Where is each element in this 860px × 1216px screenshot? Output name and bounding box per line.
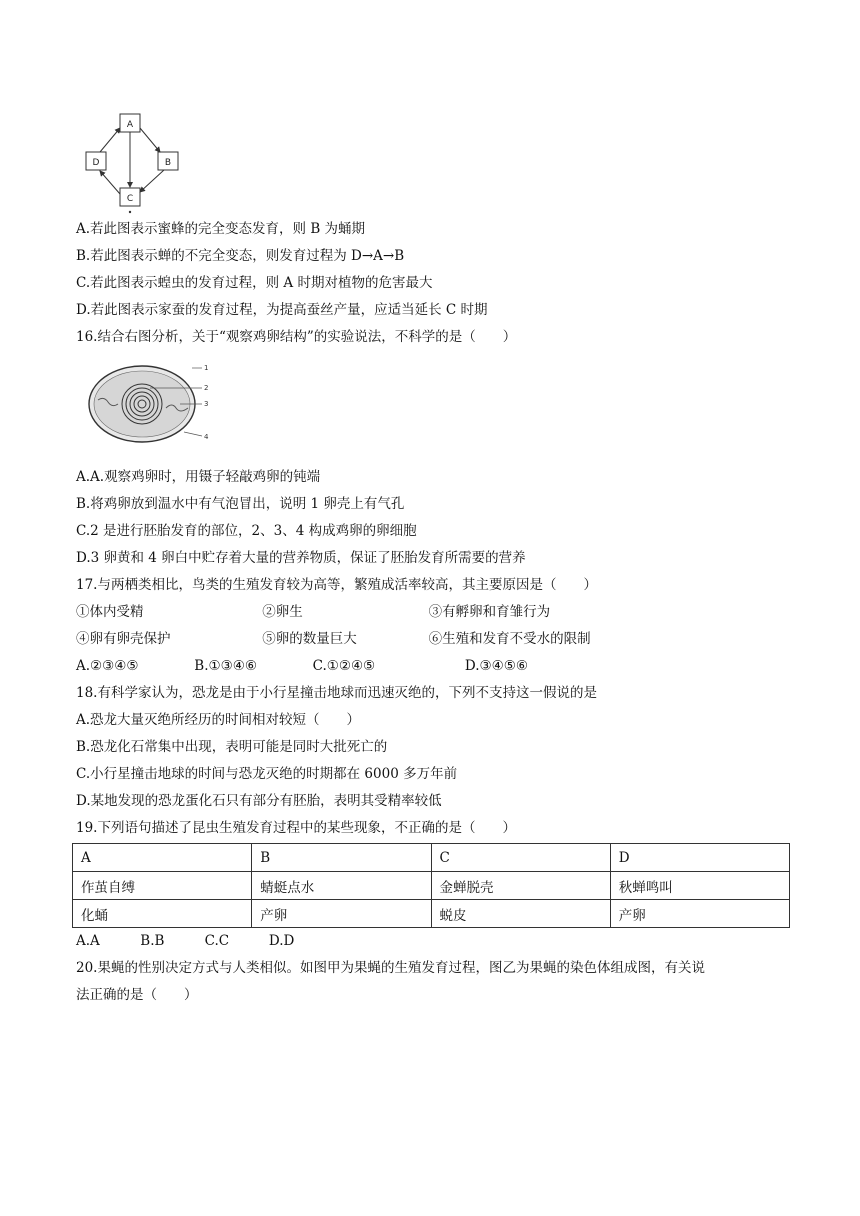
q19-option-c: C.C	[204, 933, 230, 949]
q20-stem-line1: 20.果蝇的性别决定方式与人类相似。如图甲为果蝇的生殖发育过程，图乙为果蝇的染色体组成图，有关说	[76, 960, 705, 976]
q17-option-c: C.①②④⑤	[312, 658, 376, 674]
q18-option-a: A.恐龙大量灭绝所经历的时间相对较短（ ）	[76, 712, 361, 728]
node-c: C	[126, 194, 134, 204]
q15-option-a: A.若此图表示蜜蜂的完全变态发育，则 B 为蛹期	[76, 221, 366, 237]
q15-option-d: D.若此图表示家蚕的发育过程，为提高蚕丝产量，应适当延长 C 时期	[76, 302, 488, 318]
q17-option-b: B.①③④⑥	[194, 658, 257, 674]
node-a: A	[126, 120, 134, 130]
node-b: B	[164, 158, 172, 168]
q16-stem: 16.结合右图分析，关于“观察鸡卵结构”的实验说法，不科学的是（ ）	[76, 329, 517, 345]
egg-label-1: 1	[204, 364, 209, 372]
q17-option-a: A.②③④⑤	[76, 658, 139, 674]
q16-option-b: B.将鸡卵放到温水中有气泡冒出，说明 1 卵壳上有气孔	[76, 496, 405, 512]
table-row	[73, 844, 790, 872]
life-cycle-diagram	[82, 108, 192, 216]
q18-option-d: D.某地发现的恐龙蛋化石只有部分有胚胎，表明其受精率较低	[76, 793, 442, 809]
q18-stem: 18.有科学家认为，恐龙是由于小行星撞击地球而迅速灭绝的，下列不支持这一假说的是	[76, 685, 597, 701]
q19-table	[72, 843, 790, 928]
q20-stem-line2: 法正确的是（ ）	[76, 987, 198, 1003]
q17-items-row1	[76, 603, 550, 621]
q19-options	[76, 932, 294, 950]
q19-option-b: B.B	[140, 933, 165, 949]
egg-label-4: 4	[204, 433, 209, 441]
table-cell: 金蝉脱壳	[431, 872, 610, 900]
q18-option-c: C.小行星撞击地球的时间与恐龙灭绝的时期都在 6000 多万年前	[76, 766, 458, 782]
q17-item-3: ③有孵卵和育雏行为	[428, 604, 551, 620]
node-d: D	[92, 158, 100, 168]
table-cell: 产卵	[610, 900, 789, 928]
q17-options	[76, 657, 528, 675]
q16-option-a: A.A.观察鸡卵时，用镊子轻敲鸡卵的钝端	[76, 469, 321, 485]
q17-items-row2	[76, 630, 591, 648]
q15-option-b: B.若此图表示蝉的不完全变态，则发育过程为 D→A→B	[76, 248, 405, 264]
q16-option-c: C.2 是进行胚胎发育的部位，2、3、4 构成鸡卵的卵细胞	[76, 523, 417, 539]
table-cell: 作茧自缚	[73, 872, 252, 900]
egg-label-2: 2	[204, 384, 209, 392]
q19-option-d: D.D	[268, 933, 295, 949]
q17-item-4: ④卵有卵壳保护	[76, 631, 171, 647]
q17-item-6: ⑥生殖和发育不受水的限制	[428, 631, 591, 647]
table-row	[73, 900, 790, 928]
table-cell: 产卵	[252, 900, 431, 928]
table-cell: 秋蝉鸣叫	[610, 872, 789, 900]
table-cell: D	[610, 844, 789, 872]
q17-item-2: ②卵生	[262, 604, 303, 620]
table-cell: 化蛹	[73, 900, 252, 928]
egg-label-3: 3	[204, 400, 209, 408]
q17-item-1: ①体内受精	[76, 604, 144, 620]
table-cell: 蜻蜓点水	[252, 872, 431, 900]
table-cell: 蜕皮	[431, 900, 610, 928]
q19-option-a: A.A	[76, 933, 100, 949]
table-cell: A	[73, 844, 252, 872]
table-cell: B	[252, 844, 431, 872]
q19-stem: 19.下列语句描述了昆虫生殖发育过程中的某些现象，不正确的是（ ）	[76, 820, 516, 836]
q18-option-b: B.恐龙化石常集中出现，表明可能是同时大批死亡的	[76, 739, 388, 755]
q17-item-5: ⑤卵的数量巨大	[262, 631, 357, 647]
q16-option-d: D.3 卵黄和 4 卵白中贮存着大量的营养物质，保证了胚胎发育所需要的营养	[76, 550, 526, 566]
egg-structure-diagram	[84, 360, 214, 450]
table-row	[73, 872, 790, 900]
q15-option-c: C.若此图表示蝗虫的发育过程，则 A 时期对植物的危害最大	[76, 275, 433, 291]
q17-stem: 17.与两栖类相比，鸟类的生殖发育较为高等，繁殖成活率较高，其主要原因是（ ）	[76, 577, 597, 593]
table-cell: C	[431, 844, 610, 872]
q17-option-d: D.③④⑤⑥	[464, 658, 528, 674]
